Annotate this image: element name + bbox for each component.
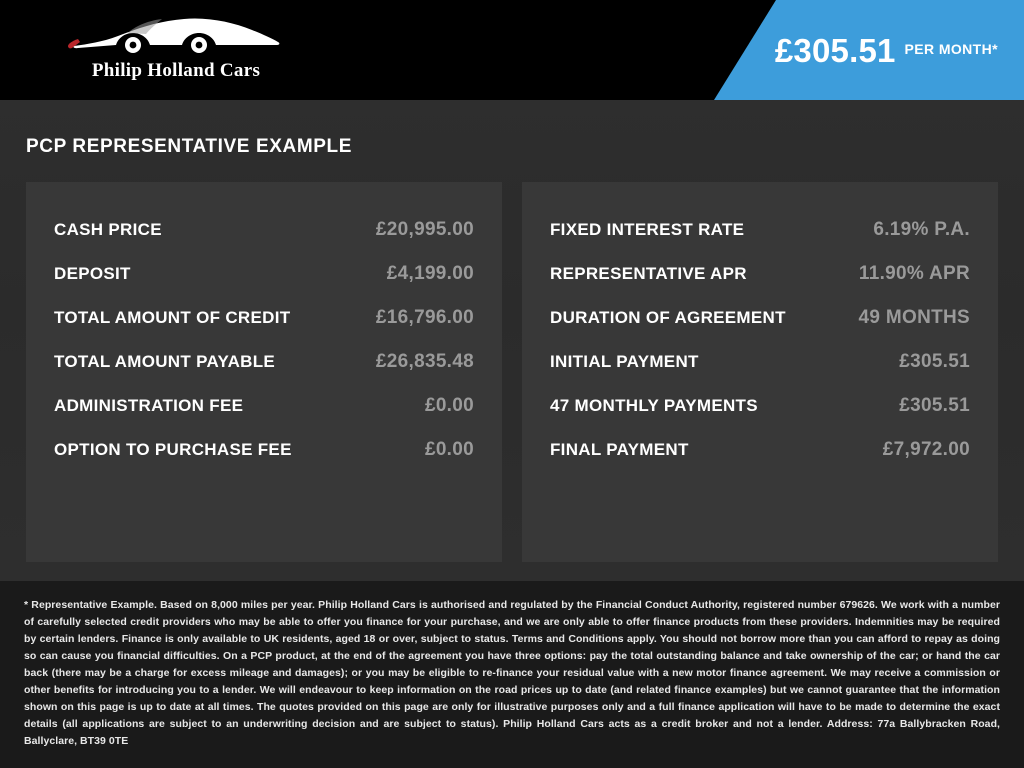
table-row xyxy=(54,340,474,384)
row-label: FIXED INTEREST RATE xyxy=(550,220,745,239)
price-amount: £305.51 xyxy=(774,31,896,69)
row-value: £0.00 xyxy=(424,395,474,416)
table-row xyxy=(54,208,474,252)
disclaimer-section xyxy=(0,581,1024,768)
monthly-price xyxy=(714,0,1024,100)
row-value: £0.00 xyxy=(424,439,474,460)
row-label: OPTION TO PURCHASE FEE xyxy=(54,440,292,459)
dealer-logo xyxy=(66,8,286,92)
row-label: ADMINISTRATION FEE xyxy=(54,396,244,415)
row-label: DEPOSIT xyxy=(54,264,131,283)
row-value: 49 MONTHS xyxy=(858,307,970,328)
table-row xyxy=(54,384,474,428)
finance-details xyxy=(0,158,1024,562)
page-title: PCP REPRESENTATIVE EXAMPLE xyxy=(26,136,352,157)
table-row xyxy=(550,208,970,252)
row-label: DURATION OF AGREEMENT xyxy=(550,308,786,327)
row-label: TOTAL AMOUNT OF CREDIT xyxy=(54,308,291,327)
row-label: TOTAL AMOUNT PAYABLE xyxy=(54,352,276,371)
right-details-panel xyxy=(522,182,998,562)
table-row xyxy=(54,252,474,296)
row-value: £7,972.00 xyxy=(882,439,970,460)
car-silhouette-icon xyxy=(66,8,286,58)
table-row xyxy=(550,340,970,384)
row-label: INITIAL PAYMENT xyxy=(550,352,699,371)
row-label: FINAL PAYMENT xyxy=(550,440,689,459)
row-value: £20,995.00 xyxy=(375,219,474,240)
table-row xyxy=(54,296,474,340)
row-value: 6.19% P.A. xyxy=(873,219,970,240)
row-label: REPRESENTATIVE APR xyxy=(550,264,747,283)
row-value: £16,796.00 xyxy=(375,307,474,328)
page-header xyxy=(0,0,1024,100)
table-row xyxy=(550,384,970,428)
price-period: PER MONTH* xyxy=(904,41,998,57)
row-label: CASH PRICE xyxy=(54,220,162,239)
row-label: 47 MONTHLY PAYMENTS xyxy=(550,396,758,415)
row-value: £305.51 xyxy=(899,395,970,416)
row-value: £4,199.00 xyxy=(386,263,474,284)
row-value: £305.51 xyxy=(899,351,970,372)
table-row xyxy=(54,428,474,472)
disclaimer-text: * Representative Example. Based on 8,000 miles per year. Philip Holland Cars is authorised and regulated by the Financial Conduct Authority, registered number 679626. We work with a number of carefully selected credit providers who may be able to offer you finance for your purchase, and we are only able to offer finance products from these providers. Indemnities may be required by certain lenders. Finance is only available to UK residents, aged 18 or over, subject to status. Terms and Conditions apply. You should not borrow more than you can afford to repay as doing so can cause you financial difficulties. On a PCP product, at the end of the agreement you have three options: pay the total outstanding balance and take ownership of the car; or hand the car back (there may be a charge for excess mileage and damages); or you may be eligible to re-finance your residual value with a new motor finance agreement. We may receive a commission or other benefits for introducing you to a lender. We will endeavour to keep information on the road prices up to date (and related finance examples) but we cannot guarantee that the information shown on this page is up to date at all times. The quotes provided on this page are only for illustrative purposes only and a full finance application will have to be made to determine the exact details (all applications are subject to an underwriting decision and are subject to status). Philip Holland Cars acts as a credit broker and not a lender. Address: 77a Ballybracken Road, Ballyclare, BT39 0TE xyxy=(24,599,1000,747)
dealer-name: Philip Holland Cars xyxy=(91,60,261,81)
row-value: 11.90% APR xyxy=(858,263,970,284)
table-row xyxy=(550,252,970,296)
left-details-panel xyxy=(26,182,502,562)
row-value: £26,835.48 xyxy=(375,351,474,372)
table-row xyxy=(550,428,970,472)
table-row xyxy=(550,296,970,340)
